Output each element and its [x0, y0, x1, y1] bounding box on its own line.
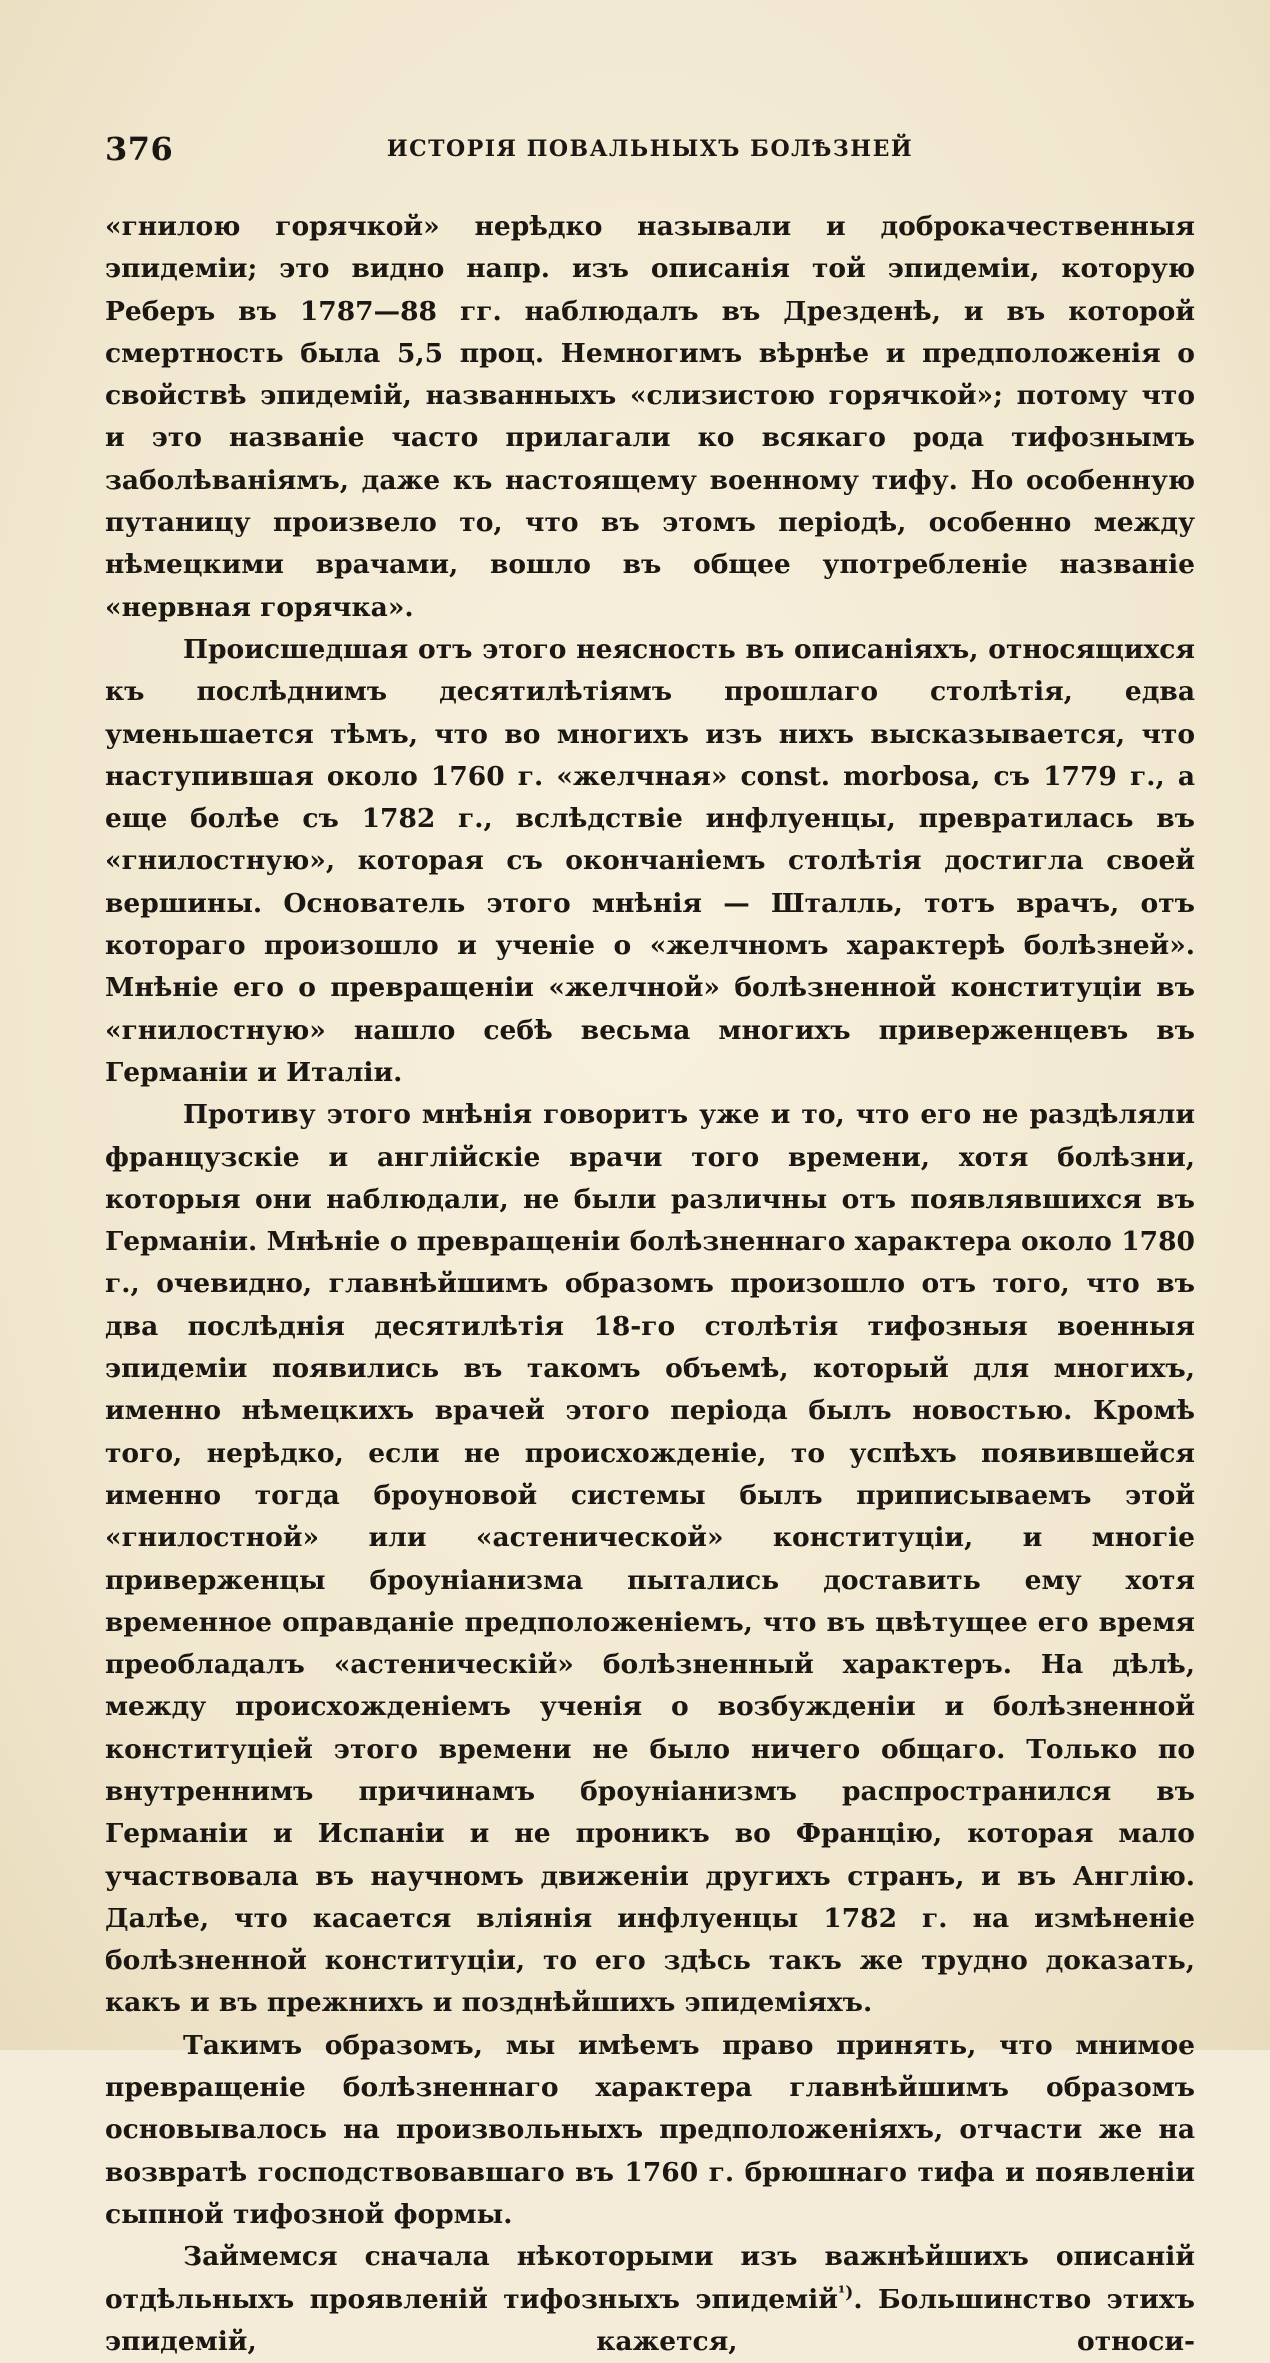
- paragraph-2: [105, 629, 1195, 1094]
- footnote-mark[interactable]: ¹): [837, 2282, 854, 2303]
- paragraph-3: [105, 1094, 1195, 2025]
- paragraph-text: Такимъ образомъ, мы имѣемъ право принять, что мнимое превращеніе болѣзненнаго характера главнѣйшимъ образомъ основывалось на произвольныхъ предположеніяхъ, отчасти же на возвратѣ господствовавшаго въ 1760 г. брюшнаго тифа и появленіи сыпной тифозной формы.: [105, 2029, 1195, 2230]
- paragraph-5: [105, 2236, 1195, 2363]
- paragraph-text-continued: . Большинство этихъ эпидемій, кажется, относи-: [105, 2283, 1195, 2357]
- running-title: ИСТОРІЯ ПОВАЛЬНЫХЪ БОЛѢЗНЕЙ: [386, 136, 914, 162]
- paragraph-text: «гнилою горячкой» нерѣдко называли и доброкачественныя эпидеміи; это видно напр. изъ описанія той эпидеміи, которую Реберъ въ 1787—88 гг. наблюдалъ въ Дрезденѣ, и въ которой смертность была 5,5 проц. Немногимъ вѣрнѣе и предположенія о свойствѣ эпидемій, названныхъ «слизистою горячкой»; потому что и это названіе часто прилагали ко всякаго рода тифознымъ заболѣваніямъ, даже къ настоящему военному тифу. Но особенную путаницу произвело то, что въ этомъ періодѣ, особенно между нѣмецкими врачами, вошло въ общее употребленіе названіе «нервная горячка».: [105, 211, 1195, 623]
- paragraph-text: Займемся сначала нѣкоторыми изъ важнѣйшихъ описаній отдѣльныхъ проявленій тифозныхъ эпидемій: [105, 2241, 1195, 2315]
- paragraph-1: [105, 206, 1195, 629]
- paragraph-text: Происшедшая отъ этого неясность въ описаніяхъ, относящихся къ послѣднимъ десятилѣтіямъ прошлаго столѣтія, едва уменьшается тѣмъ, что во многихъ изъ нихъ высказывается, что наступившая около 1760 г. «желчная» const. morbosa, съ 1779 г., а еще болѣе съ 1782 г., вслѣдствіе инфлуенцы, превратилась въ «гнилостную», которая съ окончаніемъ столѣтія достигла своей вершины. Основатель этого мнѣнія — Шталль, тотъ врачъ, отъ котораго произошло и ученіе о «желчномъ характерѣ болѣзней». Мнѣніе его о превращеніи «желчной» болѣзненной конституціи въ «гнилостную» нашло себѣ весьма многихъ приверженцевъ въ Германіи и Италіи.: [105, 633, 1195, 1088]
- page-number: 376: [105, 130, 174, 168]
- paragraph-text: Противу этого мнѣнія говоритъ уже и то, что его не раздѣляли французскіе и англійскіе врачи того времени, хотя болѣзни, которыя они наблюдали, не были различны отъ появлявшихся въ Германіи. Мнѣніе о превращеніи болѣзненнаго характера около 1780 г., очевидно, главнѣйшимъ образомъ произошло отъ того, что въ два послѣднія десятилѣтія 18-го столѣтія тифозныя военныя эпидеміи появились въ такомъ объемѣ, который для многихъ, именно нѣмецкихъ врачей этого періода былъ новостью. Кромѣ того, нерѣдко, если не происхожденіе, то успѣхъ появившейся именно тогда броуновой системы былъ приписываемъ этой «гнилостной» или «астенической» конституціи, и многіе приверженцы броуніанизма пытались доставить ему хотя временное оправданіе предположеніемъ, что въ цвѣтущее его время преобладалъ «астеническій» болѣзненный характеръ. На дѣлѣ, между происхожденіемъ ученія о возбужденіи и болѣзненной конституціей этого времени не было ничего общаго. Только по внутреннимъ причинамъ броуніанизмъ распространился въ Германіи и Испаніи и не проникъ во Францію, которая мало участвовала въ научномъ движеніи другихъ странъ, и въ Англію. Далѣе, что касается вліянія инфлуенцы 1782 г. на измѣненіе болѣзненной конституціи, то его здѣсь такъ же трудно доказать, какъ и въ прежнихъ и позднѣйшихъ эпидеміяхъ.: [105, 1099, 1195, 2019]
- paragraph-4: [105, 2025, 1195, 2236]
- body-text: [105, 206, 1195, 2363]
- page-header: [105, 130, 1195, 170]
